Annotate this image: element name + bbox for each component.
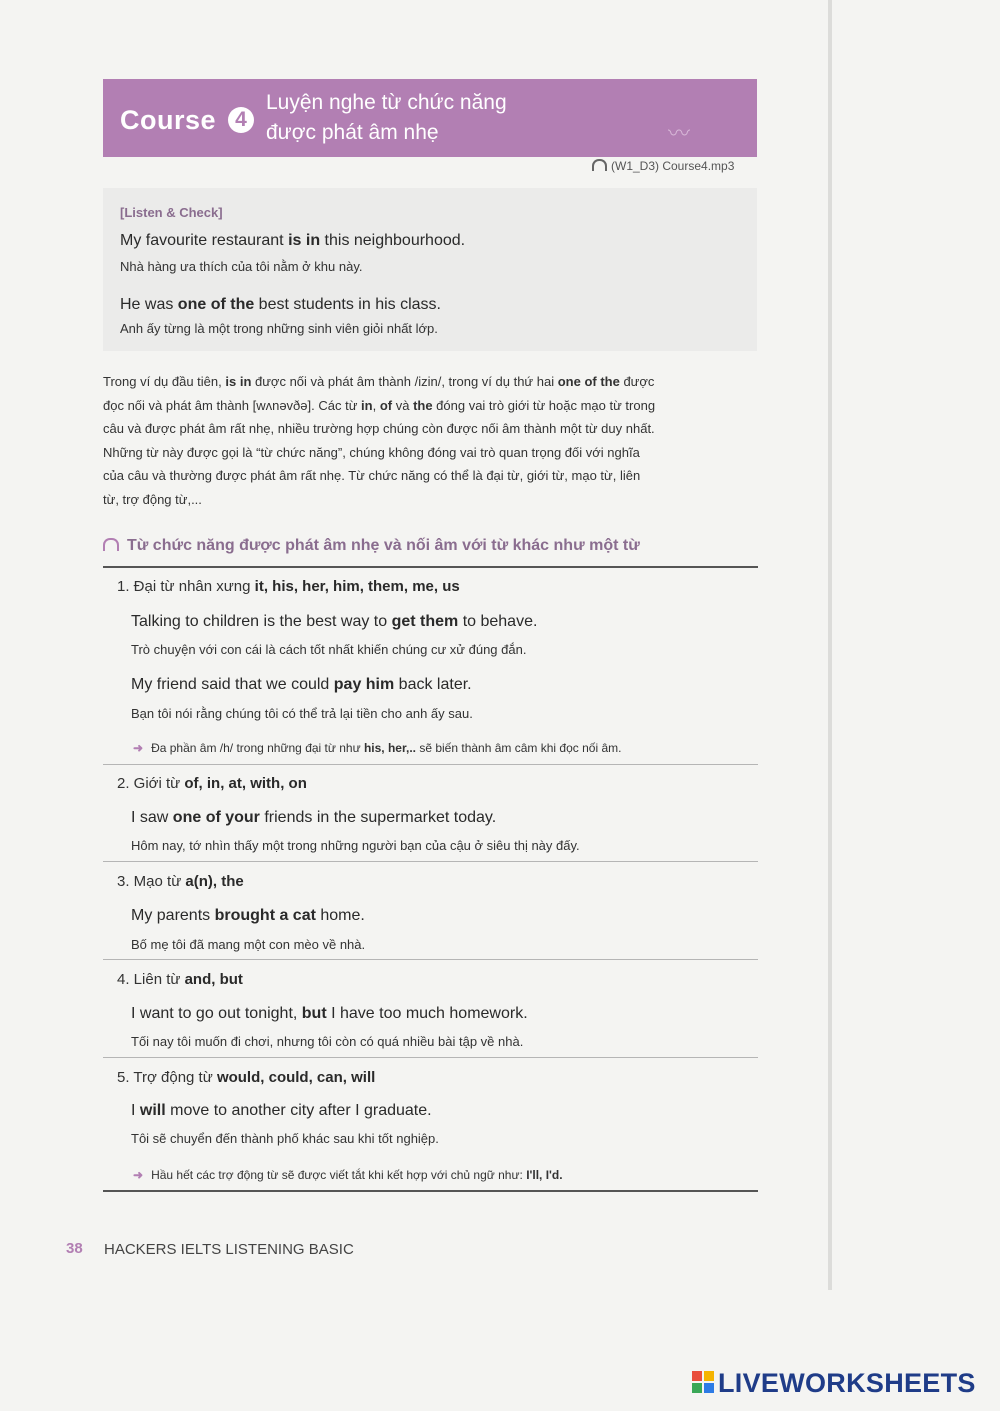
text: My parents: [131, 907, 215, 924]
course-title-line2: được phát âm nhẹ: [266, 121, 439, 144]
paragraph-line: Những từ này được gọi là “từ chức năng”, chúng không đóng vai trò quan trọng đối với nghĩa: [103, 445, 640, 460]
bold-text: a(n), the: [185, 873, 244, 890]
example-translation: Tối nay tôi muốn đi chơi, nhưng tôi còn có quá nhiều bài tập về nhà.: [131, 1034, 524, 1049]
text: this neighbourhood.: [320, 232, 466, 249]
text: friends in the supermarket today.: [259, 809, 497, 826]
audio-filename: (W1_D3) Course4.mp3: [611, 159, 735, 173]
example-sentence: [131, 676, 472, 694]
divider: [103, 764, 758, 765]
example-translation: Trò chuyện với con cái là cách tốt nhất khiến chúng cư xử đúng đắn.: [131, 642, 527, 657]
example-sentence: [131, 613, 537, 631]
bold-text: in: [361, 398, 373, 413]
text: I want to go out tonight,: [131, 1005, 302, 1022]
book-title: HACKERS IELTS LISTENING BASIC: [104, 1241, 354, 1258]
text: và: [392, 398, 414, 413]
arrow-icon: ➜: [133, 1168, 144, 1182]
example-sentence: [120, 232, 465, 250]
example-translation: Anh ấy từng là một trong những sinh viên giỏi nhất lớp.: [120, 321, 438, 336]
text: 4. Liên từ: [117, 971, 185, 988]
text: I saw: [131, 809, 173, 826]
example-translation: Bố mẹ tôi đã mang một con mèo về nhà.: [131, 937, 366, 952]
bold-text: brought a cat: [214, 907, 316, 924]
text: 3. Mạo từ: [117, 873, 186, 890]
bold-text: is in: [225, 374, 252, 389]
example-translation: Nhà hàng ưa thích của tôi nằm ở khu này.: [120, 259, 363, 274]
text: Đa phần âm /h/ trong những đại từ như: [151, 741, 364, 755]
text: My favourite restaurant: [120, 232, 289, 249]
page-number: 38: [66, 1240, 83, 1257]
listen-check-title: [Listen & Check]: [120, 205, 223, 220]
page-edge: [828, 0, 832, 1290]
bold-text: pay him: [333, 676, 395, 693]
text: Trong ví dụ đầu tiên,: [103, 374, 226, 389]
bold-text: would, could, can, will: [216, 1069, 376, 1086]
divider: [103, 566, 758, 568]
example-sentence: [131, 907, 365, 925]
liveworksheets-logo-icon: [692, 1371, 715, 1394]
text: Hầu hết các trợ động từ sẽ được viết tắt khi kết hợp với chủ ngữ như:: [151, 1168, 527, 1182]
paragraph-line: của câu và thường được phát âm rất nhẹ. Từ chức năng có thể là đại từ, giới từ, mạo từ, liên: [103, 468, 641, 483]
paragraph-line: câu và được phát âm rất nhẹ, nhiều trường hợp chúng còn được nối âm thành một từ duy nhất.: [103, 421, 655, 436]
divider: [103, 1057, 758, 1058]
bold-text: one of the: [177, 296, 255, 313]
example-sentence: [131, 1102, 432, 1120]
text: 2. Giới từ: [117, 775, 185, 792]
example-translation: Hôm nay, tớ nhìn thấy một trong những người bạn của cậu ở siêu thị này đấy.: [131, 838, 580, 853]
wave-decoration: 〰: [668, 121, 691, 146]
text: sẽ biến thành âm câm khi đọc nối âm.: [416, 741, 622, 755]
section-heading-text: Từ chức năng được phát âm nhẹ và nối âm với từ khác như một từ: [127, 537, 640, 554]
item-heading: [117, 971, 243, 988]
audio-track[interactable]: [592, 159, 734, 173]
headphones-icon: [103, 538, 119, 551]
text: home.: [315, 907, 365, 924]
text: He was: [120, 296, 178, 313]
item-heading: [117, 1069, 375, 1086]
item-heading: [117, 578, 460, 595]
text: Talking to children is the best way to: [131, 613, 392, 630]
text: 1. Đại từ nhân xưng: [117, 578, 255, 595]
text: back later.: [394, 676, 472, 693]
text: best students in his class.: [254, 296, 441, 313]
divider: [103, 959, 758, 960]
text: đóng vai trò giới từ hoặc mạo từ trong: [432, 398, 656, 413]
example-sentence: [131, 809, 496, 827]
paragraph-line: [103, 374, 763, 389]
text: My friend said that we could: [131, 676, 334, 693]
arrow-icon: ➜: [133, 741, 144, 755]
section-heading: [103, 537, 640, 555]
course-header: [103, 79, 757, 157]
bold-text: one of the: [557, 374, 620, 389]
text: được: [619, 374, 655, 389]
course-label: Course: [120, 105, 217, 135]
item-heading: [117, 873, 244, 890]
bold-text: it, his, her, him, them, me, us: [254, 578, 460, 595]
bold-text: but: [301, 1005, 327, 1022]
note: [133, 1168, 563, 1182]
paragraph-line: [103, 398, 763, 413]
note: [133, 741, 621, 755]
bold-text: the: [413, 398, 433, 413]
bold-text: of: [379, 398, 393, 413]
text: đọc nối và phát âm thành [wʌnəvðə]. Các từ: [103, 398, 362, 413]
text: ,: [372, 398, 380, 413]
example-sentence: [131, 1005, 528, 1023]
headphones-icon: [592, 159, 607, 171]
bold-text: I'll, I'd.: [526, 1168, 563, 1182]
bold-text: and, but: [184, 971, 243, 988]
bold-text: one of your: [172, 809, 260, 826]
text: được nối và phát âm thành /izin/, trong ví dụ thứ hai: [251, 374, 558, 389]
listen-check-box: [103, 188, 757, 351]
divider: [103, 861, 758, 862]
example-translation: Bạn tôi nói rằng chúng tôi có thể trả lại tiền cho anh ấy sau.: [131, 706, 473, 721]
bold-text: get them: [391, 613, 459, 630]
paragraph-line: từ, trợ động từ,...: [103, 492, 202, 507]
course-number-badge: 4: [228, 107, 254, 133]
bold-text: his, her,..: [363, 741, 416, 755]
example-translation: Tôi sẽ chuyển đến thành phố khác sau khi tốt nghiệp.: [131, 1131, 439, 1146]
item-heading: [117, 775, 307, 792]
text: move to another city after I graduate.: [165, 1102, 432, 1119]
bold-text: will: [139, 1102, 166, 1119]
bold-text: is in: [288, 232, 321, 249]
text: to behave.: [458, 613, 538, 630]
watermark-text: LIVEWORKSHEETS: [718, 1368, 976, 1398]
course-title-line1: Luyện nghe từ chức năng: [266, 91, 507, 114]
text: 5. Trợ động từ: [117, 1069, 217, 1086]
text: I: [131, 1102, 140, 1119]
example-sentence: [120, 296, 441, 314]
text: I have too much homework.: [326, 1005, 528, 1022]
divider: [103, 1190, 758, 1192]
bold-text: of, in, at, with, on: [184, 775, 307, 792]
